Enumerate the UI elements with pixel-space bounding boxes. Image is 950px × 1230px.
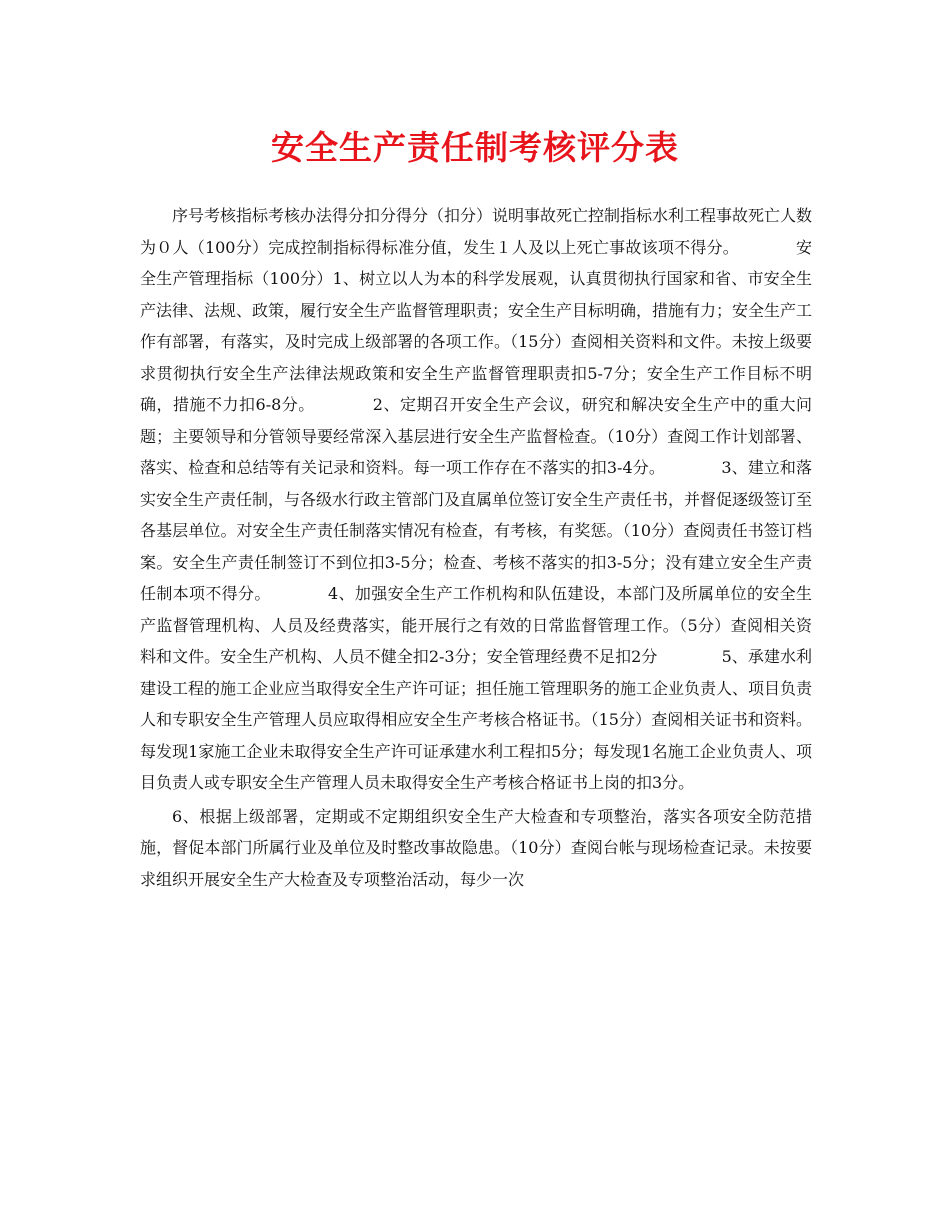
body-paragraph-1: 序号考核指标考核办法得分扣分得分（扣分）说明事故死亡控制指标水利工程事故死亡人数为０人（100分）完成控制指标得标准分值，发生１人及以上死亡事故该项不得分。 安全生产管理指标（100分）1、树立以人为本的科学发展观，认真贯彻执行国家和省、市安全生产法律、法规、政策，履行安全生产监督管理职责；安全生产目标明确，措施有力；安全生产工作有部署，有落实，及时完成上级部署的各项工作。（15分）查阅相关资料和文件。未按上级要求贯彻执行安全生产法律法规政策和安全生产监督管理职责扣5-7分；安全生产工作目标不明确，措施不力扣6-8分。 2、定期召开安全生产会议，研究和解决安全生产中的重大问题；主要领导和分管领导要经常深入基层进行安全生产监督检查。（10分）查阅工作计划部署、落实、检查和总结等有关记录和资料。每一项工作存在不落实的扣3-4分。 3、建立和落实安全生产责任制，与各级水行政主管部门及直属单位签订安全生产责任书，并督促逐级签订至各基层单位。对安全生产责任制落实情况有检查，有考核，有奖惩。（10分）查阅责任书签订档案。安全生产责任制签订不到位扣3-5分；检查、考核不落实的扣3-5分；没有建立安全生产责任制本项不得分。 4、加强安全生产工作机构和队伍建设，本部门及所属单位的安全生产监督管理机构、人员及经费落实，能开展行之有效的日常监督管理工作。（5分）查阅相关资料和文件。安全生产机构、人员不健全扣2-3分；安全管理经费不足扣2分 5、承建水利建设工程的施工企业应当取得安全生产许可证；担任施工管理职务的施工企业负责人、项目负责人和专职安全生产管理人员应取得相应安全生产考核合格证书。（15分）查阅相关证书和资料。每发现1家施工企业未取得安全生产许可证承建水利工程扣5分；每发现1名施工企业负责人、项目负责人或专职安全生产管理人员未取得安全生产考核合格证书上岗的扣3分。 bbox=[140, 206, 813, 792]
document-title: 安全生产责任制考核评分表 bbox=[271, 128, 679, 167]
body-paragraph-2: 6、根据上级部署，定期或不定期组织安全生产大检查和专项整治，落实各项安全防范措施，督促本部门所属行业及单位及时整改事故隐患。（10分）查阅台帐与现场检查记录。未按要求组织开展安全生产大检查及专项整治活动，每少一次 bbox=[140, 806, 812, 889]
document-body bbox=[140, 200, 812, 895]
